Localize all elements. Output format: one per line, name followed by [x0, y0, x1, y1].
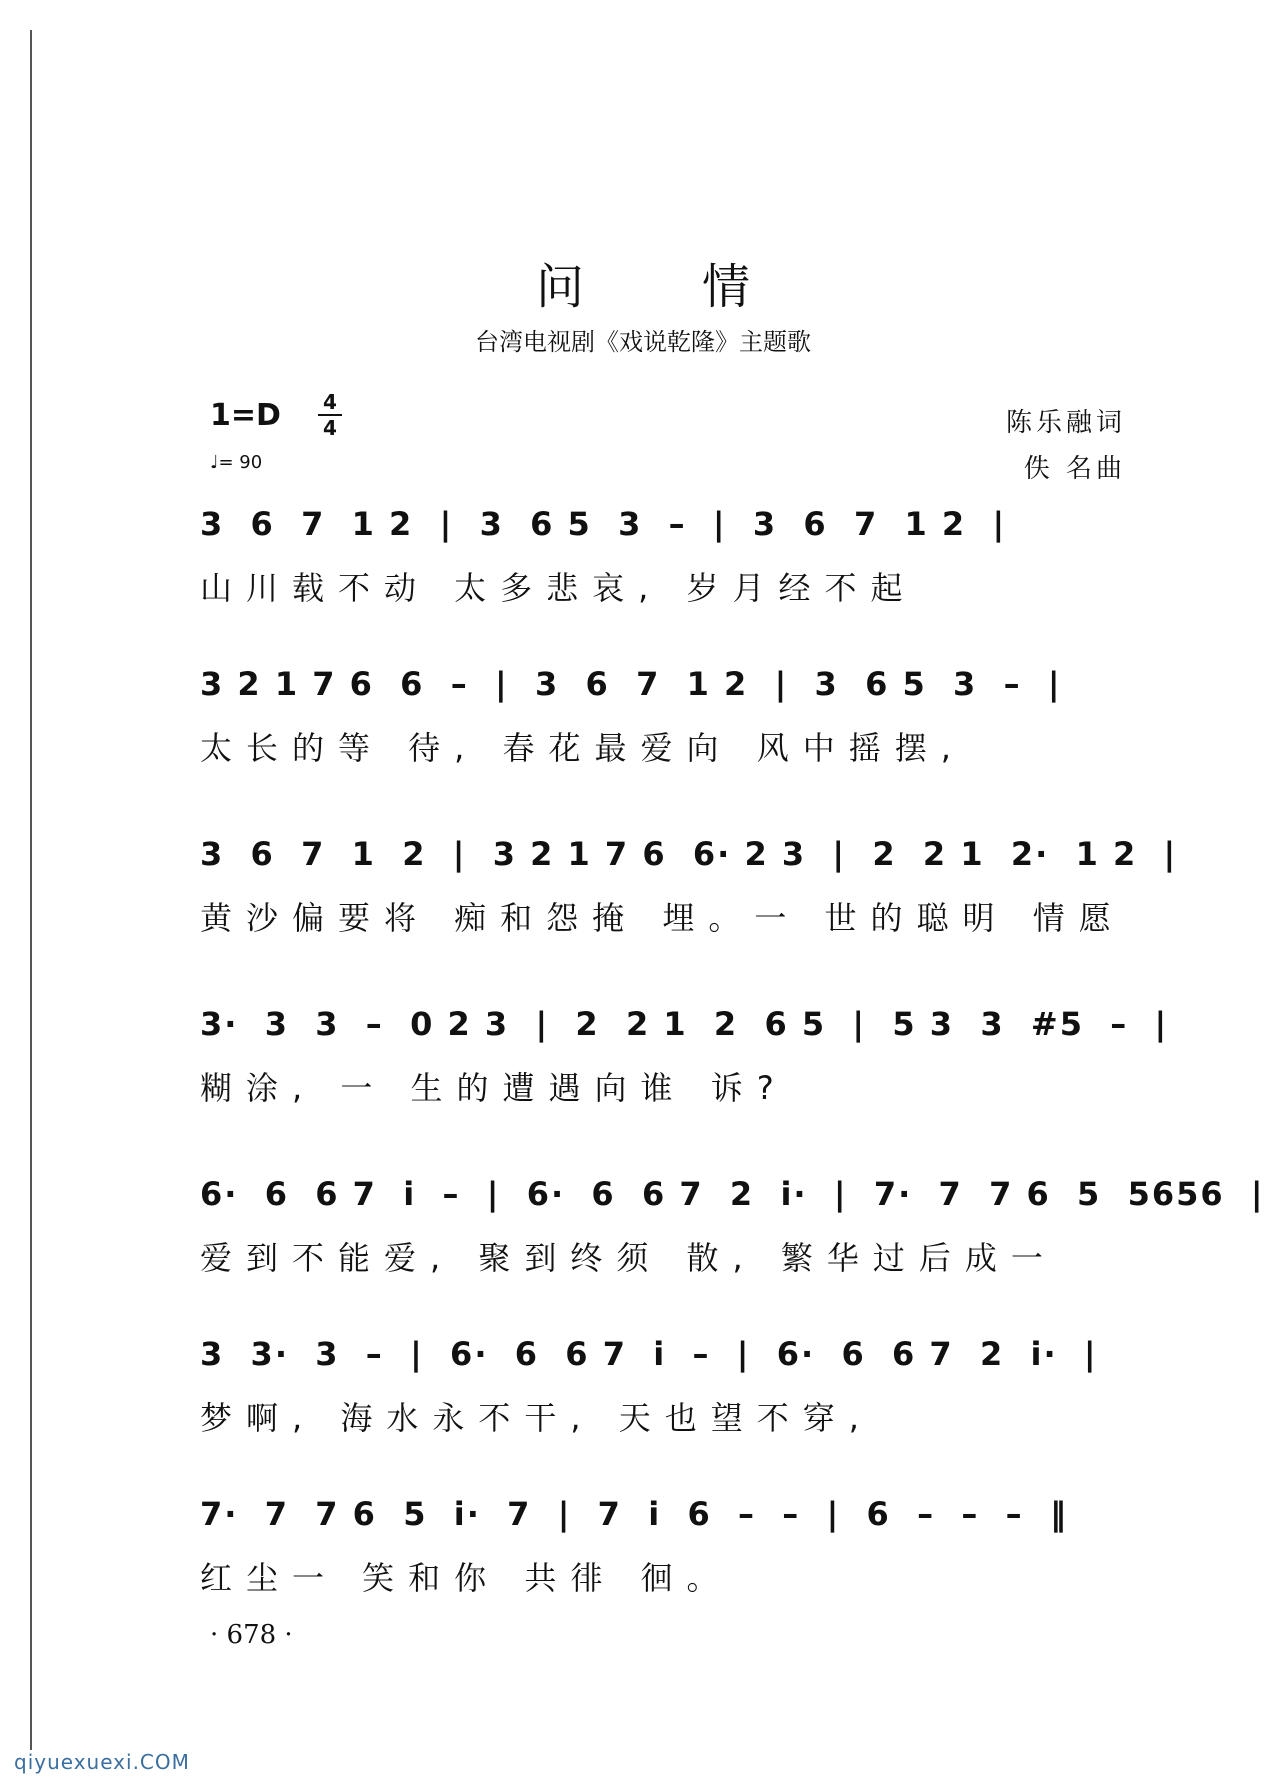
notes-line-1: 3 6 7 1 2 | 3 6 5 3 – | 3 6 7 1 2 |	[200, 505, 1007, 543]
lyrics-line-5: 爱到不能爱, 聚到终须 散, 繁华过后成一	[200, 1239, 1057, 1277]
lyrics-line-6: 梦啊, 海水永不干, 天也望不穿,	[200, 1399, 873, 1437]
lyrics-line-4: 糊涂, 一 生的遭遇向谁 诉?	[200, 1069, 788, 1107]
notes-line-2: 3 2 1 7 6 6 – | 3 6 7 1 2 | 3 6 5 3 – |	[200, 665, 1062, 703]
score-line-1	[200, 505, 1130, 625]
time-signature-top: 4	[323, 390, 337, 414]
notes-line-6: 3 3· 3 – | 6· 6 6 7 i – | 6· 6 6 7 2 i· |	[200, 1335, 1098, 1373]
time-signature	[318, 392, 342, 438]
lyrics-line-1: 山川载不动 太多悲哀, 岁月经不起	[200, 569, 917, 607]
song-subtitle: 台湾电视剧《戏说乾隆》主题歌	[475, 328, 811, 356]
score-line-6	[200, 1335, 1130, 1455]
score-line-4	[200, 1005, 1169, 1125]
lyrics-line-2: 太长的等 待, 春花最爱向 风中摇摆,	[200, 729, 965, 767]
tempo-marking: ♩= 90	[210, 452, 263, 473]
composer-credit: 佚 名曲	[1023, 454, 1126, 484]
score-line-3	[200, 835, 1178, 955]
lyrics-line-3: 黄沙偏要将 痴和怨掩 埋。一 世的聪明 情愿	[200, 899, 1125, 937]
notes-line-7: 7· 7 7 6 5 i· 7 | 7 i 6 – – | 6 – – – ‖	[200, 1495, 1068, 1533]
time-signature-bottom: 4	[323, 416, 337, 440]
score-line-5	[200, 1175, 1265, 1295]
notes-line-5: 6· 6 6 7 i – | 6· 6 6 7 2 i· | 7· 7 7 6 5 5656 |	[200, 1175, 1265, 1213]
key-signature: 1=D	[210, 398, 281, 433]
score-line-7	[200, 1495, 1130, 1615]
page-number: · 678 ·	[210, 1620, 293, 1650]
notes-line-3: 3 6 7 1 2 | 3 2 1 7 6 6· 2 3 | 2 2 1 2· 1 2 |	[200, 835, 1178, 873]
score-line-2	[200, 665, 1130, 785]
song-title: 问情	[535, 259, 868, 315]
lyricist-credit: 陈乐融词	[1005, 408, 1126, 438]
watermark: qiyuexuexi.COM	[14, 1750, 190, 1774]
lyrics-line-7: 红尘一 笑和你 共徘 徊。	[200, 1559, 733, 1597]
notes-line-4: 3· 3 3 – 0 2 3 | 2 2 1 2 6 5 | 5 3 3 #5 – |	[200, 1005, 1169, 1043]
